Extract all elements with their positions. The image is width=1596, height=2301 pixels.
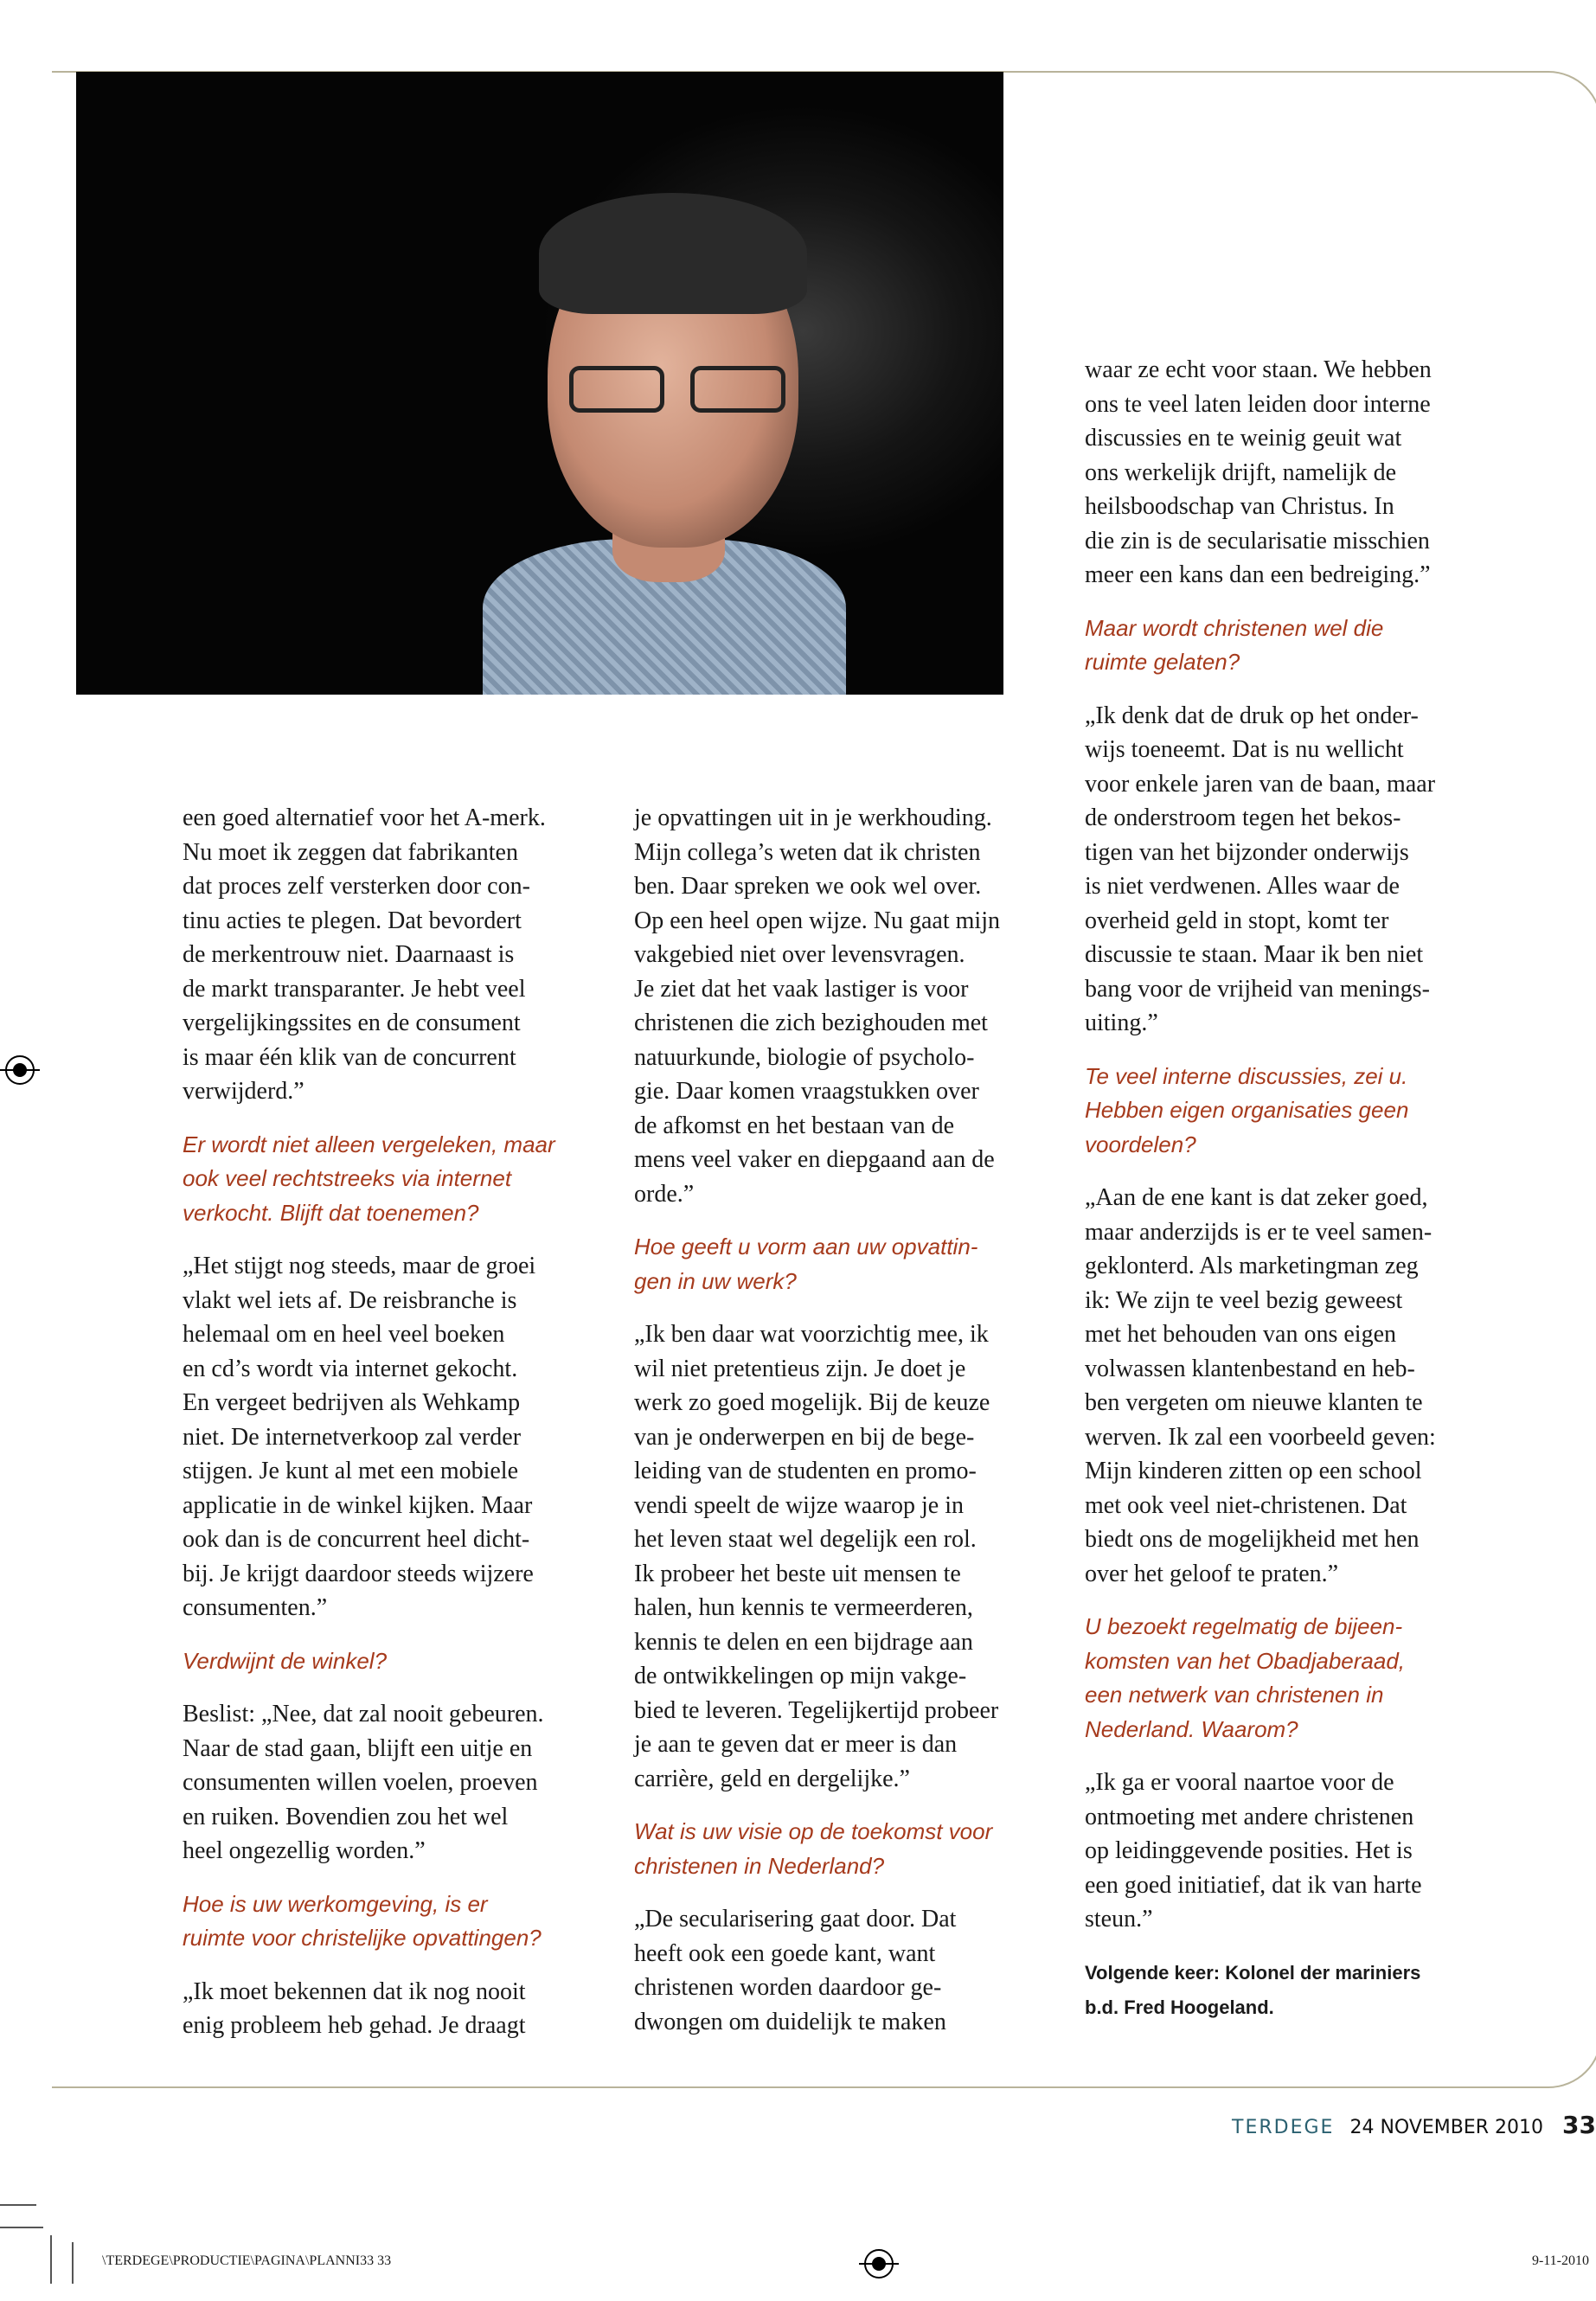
text-line: vergelijkingssites en de consument — [183, 1009, 521, 1036]
text-line: „Aan de ene kant is dat zeker goed, — [1085, 1184, 1428, 1211]
interview-question — [183, 1128, 619, 1231]
text-line: b.d. Fred Hoogeland. — [1085, 1996, 1274, 2018]
text-line: een goed initiatief, dat ik van harte — [1085, 1871, 1422, 1899]
paragraph-gap — [634, 1883, 1071, 1902]
issue-date: 24 NOVEMBER 2010 — [1349, 2117, 1544, 2138]
text-line: „De secularisering gaat door. Dat — [634, 1906, 957, 1932]
page-footer — [1232, 2111, 1596, 2139]
text-line: Hoe geeft u vorm aan uw opvattin- — [634, 1234, 978, 1259]
answer-paragraph — [183, 1975, 619, 2043]
print-slug: \TERDEGE\PRODUCTIE\PAGINA\PLANNI33 33 — [102, 2253, 392, 2268]
answer-paragraph — [634, 1902, 1071, 2039]
text-line: bij. Je krijgt daardoor steeds wijzere — [183, 1560, 534, 1587]
text-line: ben vergeten om nieuwe klanten te — [1085, 1389, 1423, 1416]
text-line: je opvattingen uit in je werkhouding. — [634, 804, 992, 831]
text-line: stijgen. Je kunt al met een mobiele — [183, 1458, 519, 1484]
text-line: Volgende keer: Kolonel der mariniers — [1085, 1961, 1421, 1984]
interview-question — [183, 1888, 619, 1956]
text-line: vendi speelt de wijze waarop je in — [634, 1491, 964, 1519]
bottom-rule-corner — [1505, 2035, 1596, 2088]
text-line: vakgebied niet over levensvragen. — [634, 941, 965, 968]
text-line: heeft ook een goede kant, want — [634, 1939, 936, 1967]
paragraph-gap — [1085, 1937, 1522, 1956]
print-date: 9-11-2010 — [1531, 2253, 1589, 2268]
text-line: de merkentrouw niet. Daarnaast is — [183, 941, 515, 968]
text-line: niet. De internetverkoop zal verder — [183, 1423, 522, 1451]
text-line: meer een kans dan een bedreiging.” — [1085, 561, 1431, 588]
text-line: met het behouden van ons eigen — [1085, 1321, 1397, 1348]
paragraph-gap — [1085, 1162, 1522, 1181]
text-line: natuurkunde, biologie of psycholo- — [634, 1043, 975, 1071]
text-line: ook dan is de concurrent heel dicht- — [183, 1526, 530, 1553]
text-line: overheid geld in stopt, komt ter — [1085, 907, 1389, 934]
top-rule-corner — [1505, 71, 1596, 125]
paragraph-gap — [1085, 1041, 1522, 1060]
text-line: dwongen om duidelijk te maken — [634, 2008, 946, 2035]
text-line: „Het stijgt nog steeds, maar de groei — [183, 1253, 536, 1279]
text-line: heilsboodschap van Christus. In — [1085, 493, 1394, 520]
text-line: Je ziet dat het vaak lastiger is voor — [634, 975, 969, 1003]
answer-paragraph — [183, 1697, 619, 1868]
text-line: Maar wordt christenen wel die — [1085, 614, 1384, 641]
text-line: verkocht. Blijft dat toenemen? — [183, 1199, 479, 1226]
answer-paragraph — [1085, 1766, 1522, 1937]
text-line: Mijn collega’s weten dat ik christen — [634, 838, 981, 866]
interview-question — [1085, 612, 1522, 680]
text-line: orde.” — [634, 1180, 695, 1208]
paragraph-gap — [1085, 593, 1522, 612]
text-line: Op een heel open wijze. Nu gaat mijn — [634, 907, 1000, 934]
text-line: tinu acties te plegen. Dat bevordert — [183, 907, 522, 934]
text-line: uiting.” — [1085, 1009, 1158, 1036]
text-line: Hebben eigen organisaties geen — [1085, 1097, 1409, 1123]
answer-paragraph — [1085, 353, 1522, 593]
text-line: tigen van het bijzonder onderwijs — [1085, 838, 1409, 866]
text-line: leiding van de studenten en promo- — [634, 1458, 977, 1484]
text-line: discussies en te weinig geuit wat — [1085, 425, 1402, 452]
text-line: helemaal om en heel veel boeken — [183, 1321, 505, 1348]
text-line: ben. Daar spreken we ook wel over. — [634, 873, 982, 900]
text-line: van je onderwerpen en bij de bege- — [634, 1423, 975, 1451]
text-line: de onderstroom tegen het bekos- — [1085, 804, 1401, 831]
answer-paragraph — [183, 801, 619, 1109]
text-line: kennis te delen en een bijdrage aan — [634, 1628, 973, 1656]
text-line: heel ongezellig worden.” — [183, 1837, 426, 1864]
text-line: ons werkelijk drijft, namelijk de — [1085, 458, 1397, 486]
text-line: voor enkele jaren van de baan, maar — [1085, 770, 1436, 798]
text-line: christenen die zich bezighouden met — [634, 1009, 988, 1036]
text-line: op leidinggevende posities. Het is — [1085, 1837, 1413, 1864]
text-line: ons te veel laten leiden door interne — [1085, 390, 1431, 418]
text-line: wijs toeneemt. Dat is nu wellicht — [1085, 736, 1404, 763]
paragraph-gap — [1085, 680, 1522, 699]
interview-question — [183, 1644, 619, 1679]
text-line: christenen worden daardoor ge- — [634, 1974, 942, 2001]
text-line: maar anderzijds is er te veel samen- — [1085, 1218, 1433, 1246]
answer-paragraph — [183, 1249, 619, 1625]
magazine-name: TERDEGE — [1232, 2117, 1335, 2138]
crop-mark — [0, 2204, 36, 2206]
text-line: een netwerk van christenen in — [1085, 1682, 1384, 1708]
text-line: „Ik moet bekennen dat ik nog nooit — [183, 1977, 526, 2005]
text-line: christenen in Nederland? — [634, 1852, 885, 1879]
paragraph-gap — [183, 1868, 619, 1888]
text-line: discussie te staan. Maar ik ben niet — [1085, 941, 1424, 968]
photo-hair — [539, 193, 807, 314]
text-line: volwassen klantenbestand en heb- — [1085, 1355, 1415, 1382]
paragraph-gap — [1085, 1591, 1522, 1610]
text-line: je aan te geven dat er meer is dan — [634, 1731, 958, 1758]
text-line: komsten van het Obadjaberaad, — [1085, 1647, 1406, 1674]
text-line: carrière, geld en dergelijke.” — [634, 1765, 910, 1792]
portrait-photo — [76, 72, 1003, 695]
text-line: vlakt wel iets af. De reisbranche is — [183, 1286, 517, 1314]
text-line: Nederland. Waarom? — [1085, 1715, 1298, 1742]
interview-question — [634, 1230, 1071, 1298]
paragraph-gap — [183, 1230, 619, 1249]
article-column-3 — [1085, 353, 1522, 2025]
text-line: „Ik ga er vooral naartoe voor de — [1085, 1769, 1394, 1796]
text-line: en ruiken. Bovendien zou het wel — [183, 1803, 509, 1830]
text-line: Ik probeer het beste uit mensen te — [634, 1560, 961, 1587]
text-line: Hoe is uw werkomgeving, is er — [183, 1890, 488, 1917]
text-line: Te veel interne discussies, zei u. — [1085, 1062, 1408, 1089]
article-column-2 — [634, 801, 1071, 2039]
paragraph-gap — [634, 1211, 1071, 1230]
text-line: enig probleem heb gehad. Je draagt — [183, 2012, 526, 2039]
text-line: En vergeet bedrijven als Wehkamp — [183, 1389, 521, 1416]
text-line: ik: We zijn te veel bezig geweest — [1085, 1286, 1403, 1314]
registration-mark-bottom — [864, 2249, 894, 2279]
text-line: U bezoekt regelmatig de bijeen- — [1085, 1613, 1403, 1639]
text-line: ontmoeting met andere christenen — [1085, 1803, 1414, 1830]
text-line: halen, hun kennis te vermeerderen, — [634, 1594, 973, 1621]
text-line: steun.” — [1085, 1906, 1153, 1932]
text-line: werk zo goed mogelijk. Bij de keuze — [634, 1389, 990, 1416]
text-line: applicatie in de winkel kijken. Maar — [183, 1491, 533, 1519]
next-issue-note — [1085, 1956, 1522, 2025]
text-line: verwijderd.” — [183, 1078, 304, 1105]
text-line: wil niet pretentieus zijn. Je doet je — [634, 1355, 966, 1382]
text-line: consumenten willen voelen, proeven — [183, 1769, 538, 1796]
text-line: de afkomst en het bestaan van de — [634, 1112, 955, 1139]
text-line: dat proces zelf versterken door con- — [183, 873, 530, 900]
text-line: die zin is de secularisatie misschien — [1085, 527, 1430, 554]
answer-paragraph — [634, 801, 1071, 1211]
text-line: bied te leveren. Tegelijkertijd probeer — [634, 1696, 999, 1724]
paragraph-gap — [1085, 1747, 1522, 1766]
text-line: over het geloof te praten.” — [1085, 1560, 1339, 1587]
text-line: Naar de stad gaan, blijft een uitje en — [183, 1734, 533, 1762]
text-line: en cd’s wordt via internet gekocht. — [183, 1355, 518, 1382]
crop-mark — [0, 2227, 43, 2228]
paragraph-gap — [183, 1678, 619, 1697]
text-line: Nu moet ik zeggen dat fabrikanten — [183, 838, 518, 866]
text-line: is maar één klik van de concurrent — [183, 1043, 516, 1071]
registration-mark-left — [5, 1055, 35, 1085]
text-line: Mijn kinderen zitten op een school — [1085, 1458, 1422, 1484]
text-line: ruimte voor christelijke opvattingen? — [183, 1925, 542, 1951]
text-line: werven. Ik zal een voorbeeld geven: — [1085, 1423, 1436, 1451]
text-line: Beslist: „Nee, dat zal nooit gebeuren. — [183, 1701, 544, 1727]
text-line: gen in uw werk? — [634, 1267, 797, 1294]
interview-question — [1085, 1610, 1522, 1747]
paragraph-gap — [183, 1625, 619, 1644]
answer-paragraph — [1085, 1181, 1522, 1591]
text-line: „Ik ben daar wat voorzichtig mee, ik — [634, 1321, 989, 1348]
text-line: mens veel vaker en diepgaand aan de — [634, 1146, 995, 1173]
text-line: voordelen? — [1085, 1131, 1196, 1157]
text-line: ruimte gelaten? — [1085, 649, 1240, 675]
photo-glasses — [569, 366, 794, 409]
bottom-rule — [52, 2086, 1540, 2088]
interview-question — [1085, 1060, 1522, 1163]
answer-paragraph — [1085, 699, 1522, 1041]
crop-mark — [72, 2242, 74, 2284]
text-line: met ook veel niet-christenen. Dat — [1085, 1491, 1407, 1519]
text-line: ook veel rechtstreeks via internet — [183, 1165, 512, 1191]
text-line: Verdwijnt de winkel? — [183, 1647, 388, 1674]
article-column-1 — [183, 801, 619, 2043]
text-line: waar ze echt voor staan. We hebben — [1085, 356, 1432, 383]
paragraph-gap — [183, 1109, 619, 1128]
text-line: gie. Daar komen vraagstukken over — [634, 1078, 979, 1105]
text-line: Er wordt niet alleen vergeleken, maar — [183, 1131, 555, 1157]
text-line: biedt ons de mogelijkheid met hen — [1085, 1526, 1420, 1553]
text-line: bang voor de vrijheid van menings- — [1085, 975, 1430, 1003]
answer-paragraph — [634, 1317, 1071, 1796]
text-line: het leven staat wel degelijk een rol. — [634, 1526, 977, 1553]
interview-question — [634, 1815, 1071, 1883]
paragraph-gap — [183, 1956, 619, 1975]
text-line: de ontwikkelingen op mijn vakge- — [634, 1663, 967, 1689]
paragraph-gap — [634, 1796, 1071, 1815]
paragraph-gap — [634, 1298, 1071, 1317]
page-number: 33 — [1562, 2111, 1596, 2139]
crop-mark — [50, 2235, 52, 2284]
text-line: consumenten.” — [183, 1594, 328, 1621]
text-line: Wat is uw visie op de toekomst voor — [634, 1818, 993, 1844]
text-line: „Ik denk dat de druk op het onder- — [1085, 702, 1419, 729]
text-line: is niet verdwenen. Alles waar de — [1085, 873, 1400, 900]
text-line: de markt transparanter. Je hebt veel — [183, 975, 526, 1003]
text-line: geklonterd. Als marketingman zeg — [1085, 1253, 1419, 1279]
text-line: een goed alternatief voor het A-merk. — [183, 804, 546, 831]
